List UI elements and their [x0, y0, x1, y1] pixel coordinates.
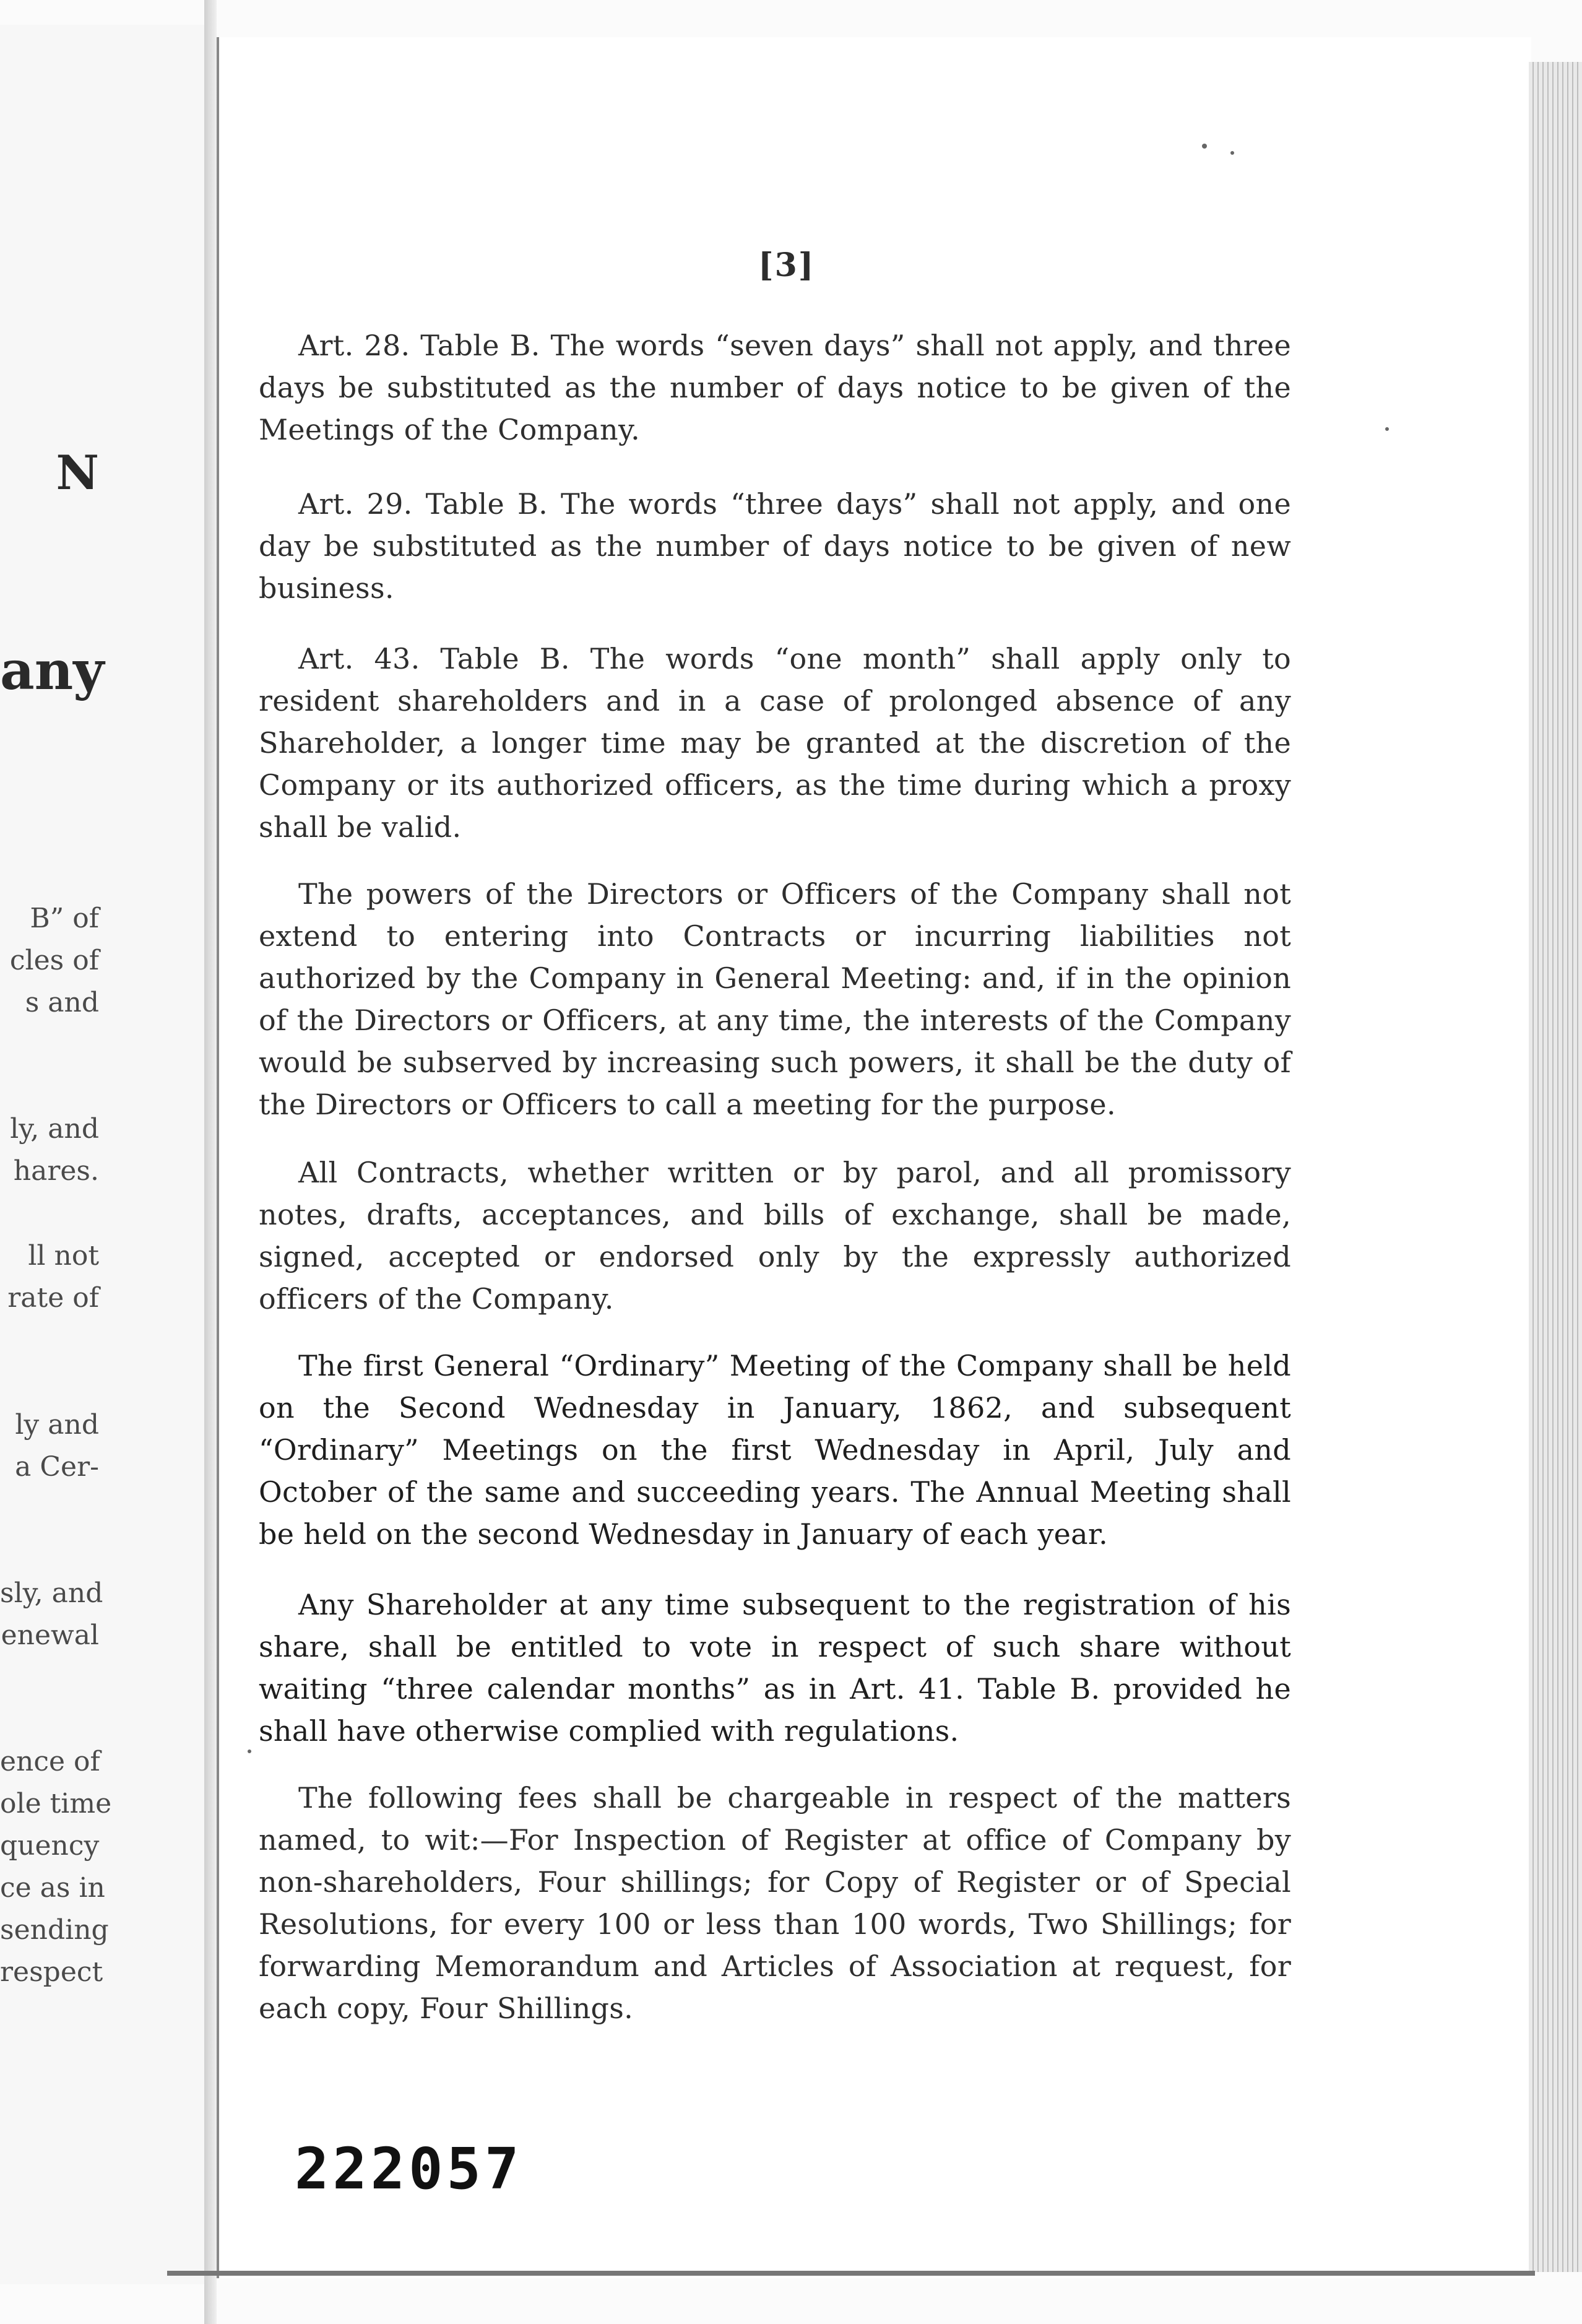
scan-speck	[1202, 144, 1207, 149]
page-number: [3]	[758, 246, 815, 284]
left-fragment: any	[0, 640, 105, 702]
left-fragment: B” of	[30, 903, 99, 934]
left-fragment: respect	[0, 1956, 103, 1988]
left-fragment: quency	[0, 1830, 100, 1862]
left-fragment: hares.	[13, 1155, 99, 1187]
paragraph-art-43: Art. 43. Table B. The words “one month” shall apply only to resident shareholders and in a case of prolonged absence of any Shareholder, a longer time may be granted at the discretion of the Company or its authorized officers, as the time during which a proxy shall be valid.	[259, 642, 1291, 844]
left-fragment: enewal	[1, 1619, 99, 1651]
left-fragment: sending	[0, 1914, 109, 1946]
left-fragment: ly, and	[10, 1113, 99, 1145]
paragraph-art-29: Art. 29. Table B. The words “three days” shall not apply, and one day be substituted as the number of days notice to be given of new business.	[259, 487, 1291, 605]
scan-speck	[1385, 427, 1389, 431]
left-fragment: ence of	[0, 1746, 100, 1777]
paragraph-directors-powers: The powers of the Directors or Officers of the Company shall not extend to entering into Contracts or incurring liabilities not authorized by the Company in General Meeting: and, if in the opinion of the Directors or Officers, at any time, the interests of the Company would be subserved by increasing such powers, it shall be the duty of the Directors or Officers to call a meeting for the purpose.	[259, 877, 1291, 1121]
paragraph-voting: Any Shareholder at any time subsequent to the registration of his share, shall be entitled to vote in respect of such share without waiting “three calendar months” as in Art. 41. Table B. provided he shall have otherwise complied with regulations.	[259, 1588, 1291, 1748]
left-facing-page	[0, 25, 206, 2284]
left-fragment: ole time	[0, 1788, 112, 1819]
page-bottom-edge	[167, 2271, 1535, 2276]
left-fragment: s and	[25, 987, 99, 1018]
left-fragment: sly, and	[0, 1577, 103, 1609]
left-fragment: cles of	[9, 945, 99, 976]
paragraph-art-28: Art. 28. Table B. The words “seven days” shall not apply, and three days be substituted as the number of days notice to be given of the Meetings of the Company.	[259, 329, 1291, 446]
book-binding	[204, 0, 217, 2324]
paragraph-meetings: The first General “Ordinary” Meeting of the Company shall be held on the Second Wednesday in January, 1862, and subsequent “Ordinary” Meetings on the first Wednesday in April, July and October of the same and succeeding years. The Annual Meeting shall be held on the second Wednesday in January of each year.	[259, 1349, 1291, 1551]
paragraph-contracts: All Contracts, whether written or by parol, and all promissory notes, drafts, acceptances, and bills of exchange, shall be made, signed, accepted or endorsed only by the expressly authorized officers of the Company.	[259, 1156, 1291, 1316]
left-fragment: ly and	[15, 1409, 99, 1441]
page-edges	[1529, 62, 1582, 2272]
left-fragment: a Cer-	[15, 1451, 99, 1483]
scan-speck	[1230, 151, 1234, 155]
left-fragment: N	[56, 445, 99, 500]
left-fragment: rate of	[7, 1282, 99, 1314]
paragraph-fees: The following fees shall be chargeable in respect of the matters named, to wit:—For Inspection of Register at office of Company by non-shareholders, Four shillings; for Copy of Register or of Special Resolutions, for every 100 or less than 100 words, Two Shillings; for forwarding Memorandum and Articles of Association at request, for each copy, Four Shillings.	[259, 1781, 1291, 2025]
stamp-number: 222057	[295, 2136, 523, 2202]
left-fragment: ce as in	[0, 1872, 105, 1904]
left-fragment: ll not	[28, 1240, 99, 1272]
scan-speck	[248, 1750, 251, 1753]
